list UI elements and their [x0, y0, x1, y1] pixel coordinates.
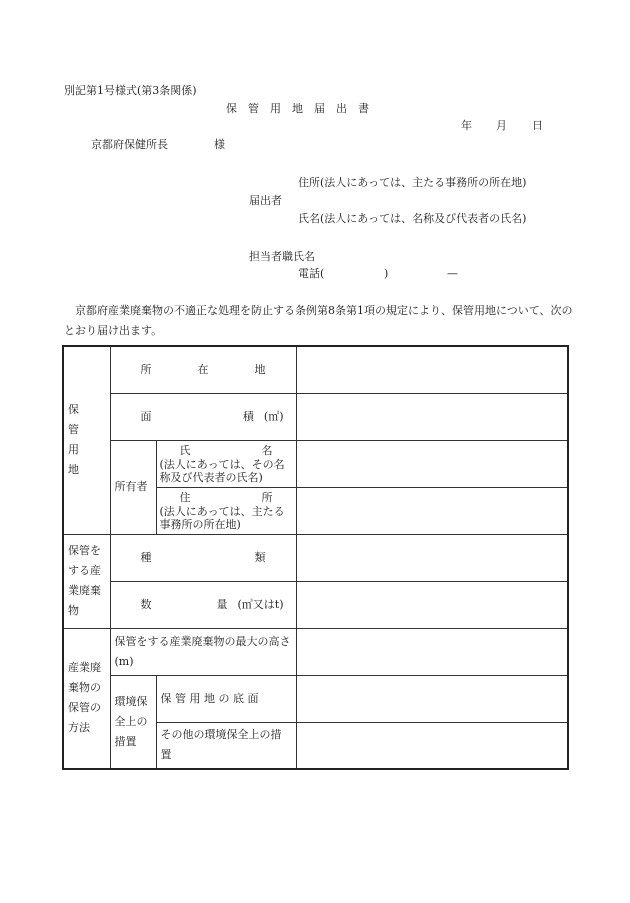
date-year: 年: [461, 119, 472, 132]
area-value[interactable]: [296, 393, 568, 440]
owner-address-label: 住 所 (法人にあっては、主たる事務所の所在地): [156, 487, 296, 534]
addressee: 京都府保健所長: [91, 138, 168, 151]
phone-dash: —: [447, 267, 458, 280]
method-header: 産業廃棄物の保管の方法: [63, 628, 110, 769]
phone-label: 電話(: [298, 267, 325, 280]
date-month: 月: [496, 119, 507, 132]
location-value[interactable]: [296, 346, 568, 393]
other-measures-label: その他の環境保全上の措置: [156, 722, 296, 769]
other-measures-value[interactable]: [296, 722, 568, 769]
phone-close: ): [384, 267, 389, 280]
notifier-label: 届出者: [249, 194, 282, 207]
site-header: 保 管 用 地: [63, 346, 110, 534]
waste-kind-value[interactable]: [296, 534, 568, 581]
env-measures-header: 環境保全上の措置: [110, 675, 156, 769]
waste-header: 保管をする産業廃棄物: [63, 534, 110, 628]
waste-quantity-value[interactable]: [296, 581, 568, 628]
site-floor-value[interactable]: [296, 675, 568, 722]
owner-header: 所有者: [110, 440, 156, 534]
max-height-label: 保管をする産業廃棄物の最大の高さ(m): [110, 628, 296, 675]
waste-quantity-label: 数 量 (㎥又はt): [110, 581, 296, 628]
location-label: 所 在 地: [110, 346, 296, 393]
notifier-name-label: 氏名(法人にあっては、名称及び代表者の氏名): [298, 212, 527, 225]
owner-name-value[interactable]: [296, 440, 568, 487]
staff-name-label: 担当者職氏名: [249, 250, 315, 263]
max-height-value[interactable]: [296, 628, 568, 675]
site-floor-label: 保 管 用 地 の 底 面: [156, 675, 296, 722]
owner-address-value[interactable]: [296, 487, 568, 534]
document-title: 保 管 用 地 届 出 書: [226, 102, 369, 115]
waste-kind-label: 種 類: [110, 534, 296, 581]
notifier-address-label: 住所(法人にあっては、主たる事務所の所在地): [298, 176, 527, 189]
honorific: 様: [214, 138, 225, 151]
notification-table: [62, 345, 569, 770]
body-text: 京都府産業廃棄物の不適正な処理を防止する条例第8条第1項の規定により、保管用地について、次のとおり届け出ます。: [64, 304, 573, 337]
form-number: 別記第1号様式(第3条関係): [64, 84, 197, 97]
area-label: 面 積 (㎡): [110, 393, 296, 440]
owner-name-label: 氏 名 (法人にあっては、その名称及び代表者の氏名): [156, 440, 296, 487]
date-day: 日: [532, 119, 543, 132]
